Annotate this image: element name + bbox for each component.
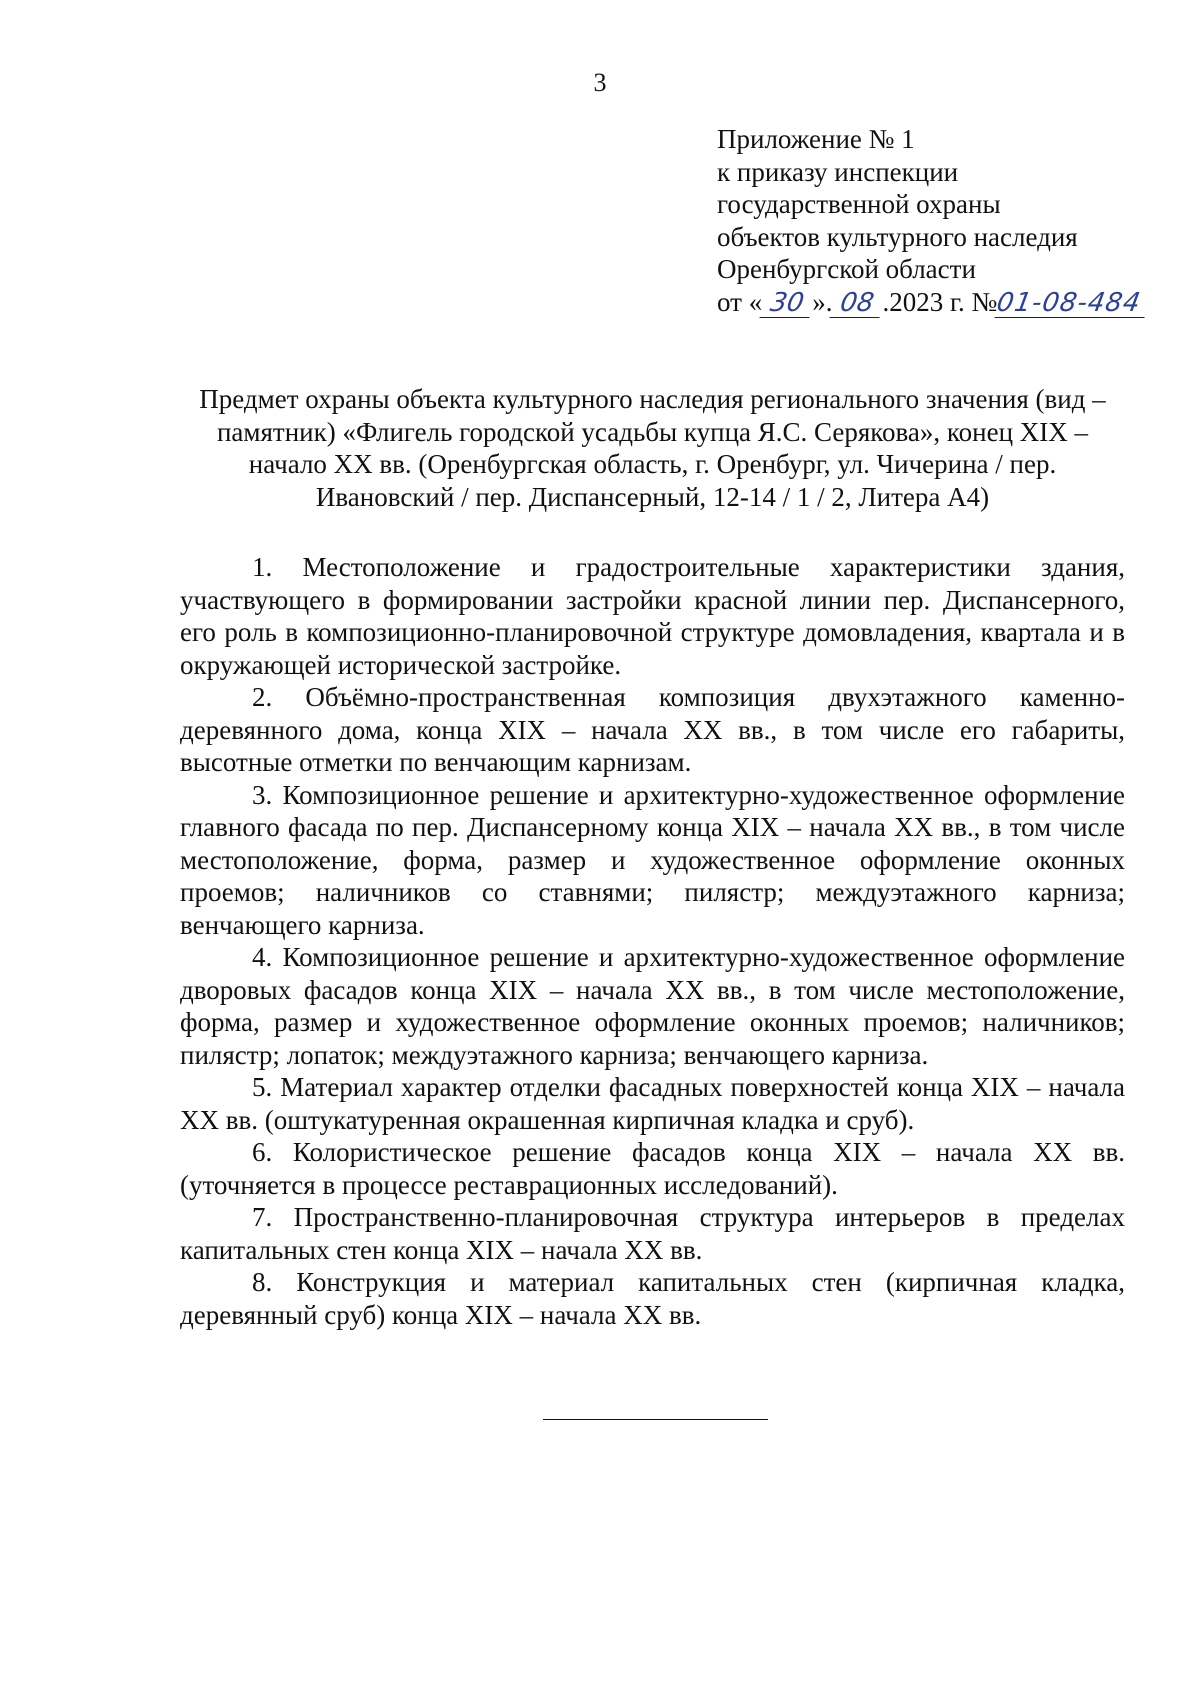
list-item: 3. Композиционное решение и архитектурно-художественное оформление главного фасада по пер. Диспансерному конца XIX – начала XX вв., в том числе местоположение, форма, размер и художественное оформление оконных проемов; наличников со ставнями; пилястр; междуэтажного карниза; венчающего карниза. — [180, 779, 1125, 940]
protection-items-list — [180, 551, 1125, 1331]
handwritten-order-number: 01-08-484 — [995, 289, 1150, 318]
appendix-line-order: к приказу инспекции — [717, 156, 959, 187]
handwritten-month: 08 — [830, 289, 885, 318]
appendix-date-line — [717, 286, 1177, 319]
list-item: 1. Местоположение и градостроительные характеристики здания, участвующего в формировании застройки красной линии пер. Диспансерного, его роль в композиционно-планировочной структуре домовладения, квартала и в окружающей исторической застройке. — [180, 552, 1125, 680]
date-suffix: .2023 г. № — [882, 286, 998, 317]
handwritten-day: 30 — [760, 289, 815, 318]
appendix-line-objects: объектов культурного наследия — [717, 221, 1078, 252]
appendix-line-state: государственной охраны — [717, 189, 1001, 219]
list-item: 7. Пространственно-планировочная структура интерьеров в пределах капитальных стен конца XIX – начала XX вв. — [180, 1202, 1125, 1265]
closing-divider — [543, 1419, 768, 1420]
date-separator: ». — [812, 286, 833, 317]
list-item: 8. Конструкция и материал капитальных стен (кирпичная кладка, деревянный сруб) конца XIX – начала XX вв. — [180, 1267, 1125, 1330]
appendix-header — [717, 123, 1177, 318]
date-prefix: от « — [717, 286, 763, 317]
list-item: 5. Материал характер отделки фасадных поверхностей конца XIX – начала XX вв. (оштукатуренная окрашенная кирпичная кладка и сруб). — [180, 1072, 1125, 1135]
page-number: 3 — [593, 68, 607, 97]
list-item: 6. Колористическое решение фасадов конца XIX – начала XX вв. (уточняется в процессе реставрационных исследований). — [180, 1137, 1125, 1200]
appendix-title: Приложение № 1 — [717, 124, 915, 154]
list-item: 4. Композиционное решение и архитектурно-художественное оформление дворовых фасадов конца XIX – начала XX вв., в том числе местоположение, форма, размер и художественное оформление оконных проемов; наличников; пилястр; лопаток; междуэтажного карниза; венчающего карниза. — [180, 942, 1125, 1070]
document-title: Предмет охраны объекта культурного наследия регионального значения (вид – памятник) «Флигель городской усадьбы купца Я.С. Серякова», конец XIX – начало XX вв. (Оренбургская область, г. Оренбург, ул. Чичерина / пер. Ивановский / пер. Диспансерный, 12-14 / 1 / 2, Литера А4) — [199, 384, 1106, 512]
list-item: 2. Объёмно-пространственная композиция двухэтажного каменно-деревянного дома, конца XIX – начала XX вв., в том числе его габариты, высотные отметки по венчающим карнизам. — [180, 682, 1125, 777]
appendix-line-region: Оренбургской области — [717, 254, 976, 284]
